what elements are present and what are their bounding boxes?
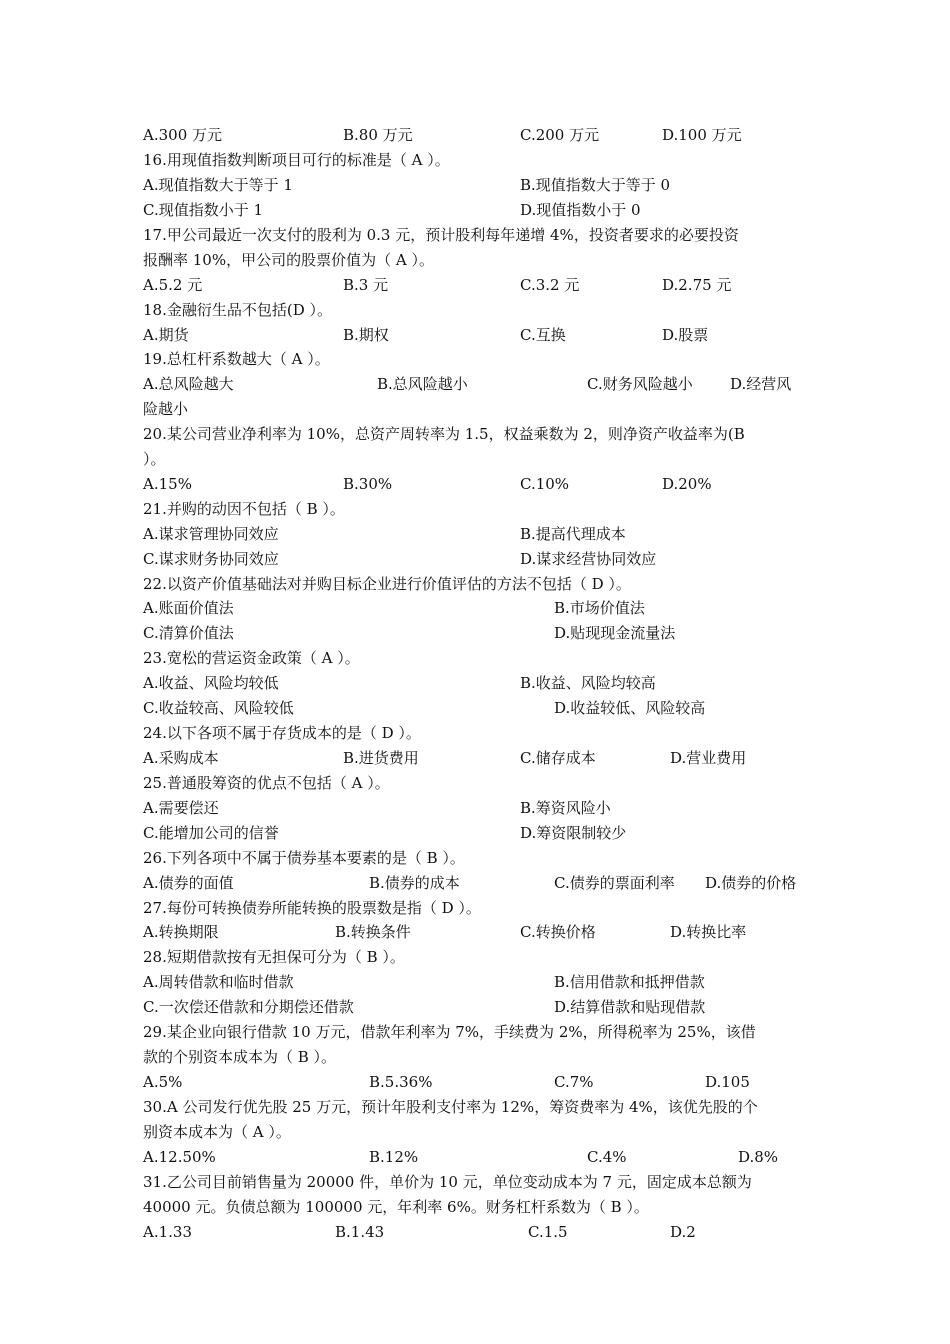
question-line-q17-b: 报酬率 10%，甲公司的股票价值为（ A ）。 [143, 251, 434, 269]
option-q27-opts-3: D.转换比率 [670, 923, 747, 941]
question-line-q30-b: 别资本成本为（ A ）。 [143, 1123, 291, 1141]
option-q30-opts-0: A.12.50% [143, 1148, 216, 1166]
option-q19-opts-3: D.经营风 [730, 375, 792, 393]
option-q15-opts-2: C.200 万元 [520, 126, 600, 144]
question-line-q28: 28.短期借款按有无担保可分为（ B ）。 [143, 948, 405, 966]
question-line-q23: 23.宽松的营运资金政策（ A ）。 [143, 649, 360, 667]
option-q25-opts-1-1: B.筹资风险小 [520, 799, 611, 817]
option-q31-opts-2: C.1.5 [528, 1223, 568, 1241]
option-q25-opts-2-0: C.能增加公司的信誉 [143, 824, 279, 842]
option-q29-opts-3: D.105 [705, 1073, 750, 1091]
option-q28-opts-2-1: D.结算借款和贴现借款 [554, 998, 706, 1016]
option-q24-opts-2: C.储存成本 [520, 749, 596, 767]
option-q18-opts-3: D.股票 [662, 326, 709, 344]
option-q23-opts-2-1: D.收益较低、风险较高 [554, 699, 706, 717]
question-line-q22: 22.以资产价值基础法对并购目标企业进行价值评估的方法不包括（ D ）。 [143, 575, 631, 593]
option-q26-opts-0: A.债券的面值 [143, 874, 234, 892]
option-q15-opts-1: B.80 万元 [343, 126, 413, 144]
option-q27-opts-2: C.转换价格 [520, 923, 596, 941]
question-line-q26: 26.下列各项中不属于债券基本要素的是（ B ）。 [143, 849, 465, 867]
option-q28-opts-1-0: A.周转借款和临时借款 [143, 973, 294, 991]
option-q23-opts-2-0: C.收益较高、风险较低 [143, 699, 294, 717]
option-q22-opts-1-1: B.市场价值法 [554, 599, 645, 617]
question-line-q20-b: ）。 [143, 450, 166, 468]
option-q18-opts-0: A.期货 [143, 326, 189, 344]
question-line-q18: 18.金融衍生品不包括(D ）。 [143, 301, 333, 319]
option-q26-opts-1: B.债券的成本 [369, 874, 460, 892]
option-q22-opts-1-0: A.账面价值法 [143, 599, 234, 617]
option-q26-opts-3: D.债券的价格 [705, 874, 797, 892]
question-line-q29-b: 款的个别资本成本为（ B ）。 [143, 1048, 337, 1066]
option-q30-opts-2: C.4% [587, 1148, 627, 1166]
question-line-q30-a: 30.A 公司发行优先股 25 万元，预计年股利支付率为 12%，筹资费率为 4%，该优先股的个 [143, 1098, 758, 1116]
option-q29-opts-1: B.5.36% [369, 1073, 433, 1091]
option-q20-opts-3: D.20% [662, 475, 712, 493]
question-line-q19: 19.总杠杆系数越大（ A ）。 [143, 350, 330, 368]
option-q17-opts-0: A.5.2 元 [143, 276, 203, 294]
option-q25-opts-1-0: A.需要偿还 [143, 799, 219, 817]
question-line-q20-a: 20.某公司营业净利率为 10%，总资产周转率为 1.5，权益乘数为 2，则净资产收益率为(B [143, 425, 745, 443]
option-q31-opts-1: B.1.43 [335, 1223, 385, 1241]
option-q19-opts-1: B.总风险越小 [377, 375, 468, 393]
question-line-q16: 16.用现值指数判断项目可行的标准是（ A ）。 [143, 151, 450, 169]
option-q24-opts-0: A.采购成本 [143, 749, 219, 767]
option-q17-opts-3: D.2.75 元 [662, 276, 732, 294]
option-q31-opts-3: D.2 [670, 1223, 696, 1241]
question-line-q31-a: 31.乙公司目前销售量为 20000 件，单价为 10 元，单位变动成本为 7 元，固定成本总额为 [143, 1173, 752, 1191]
option-q23-opts-1-1: B.收益、风险均较高 [520, 674, 656, 692]
option-q20-opts-2: C.10% [520, 475, 570, 493]
option-q17-opts-2: C.3.2 元 [520, 276, 580, 294]
option-q30-opts-1: B.12% [369, 1148, 419, 1166]
question-line-q29-a: 29.某企业向银行借款 10 万元，借款年利率为 7%，手续费为 2%，所得税率为 25%，该借 [143, 1023, 756, 1041]
option-q18-opts-1: B.期权 [343, 326, 389, 344]
option-q24-opts-3: D.营业费用 [670, 749, 747, 767]
option-q29-opts-2: C.7% [554, 1073, 594, 1091]
option-q17-opts-1: B.3 元 [343, 276, 389, 294]
option-q25-opts-2-1: D.筹资限制较少 [520, 824, 627, 842]
option-q28-opts-2-0: C.一次偿还借款和分期偿还借款 [143, 998, 354, 1016]
question-line-q21: 21.并购的动因不包括（ B ）。 [143, 500, 345, 518]
option-q26-opts-2: C.债券的票面利率 [554, 874, 675, 892]
option-q21-opts-2-0: C.谋求财务协同效应 [143, 550, 279, 568]
option-q21-opts-2-1: D.谋求经营协同效应 [520, 550, 657, 568]
option-q27-opts-0: A.转换期限 [143, 923, 219, 941]
option-q29-opts-0: A.5% [143, 1073, 183, 1091]
question-line-q17-a: 17.甲公司最近一次支付的股利为 0.3 元，预计股利每年递增 4%，投资者要求的必要投资 [143, 226, 739, 244]
option-q28-opts-1-1: B.信用借款和抵押借款 [554, 973, 705, 991]
option-q18-opts-2: C.互换 [520, 326, 566, 344]
option-q16-opts-1-1: B.现值指数大于等于 0 [520, 176, 671, 194]
option-q16-opts-2-1: D.现值指数小于 0 [520, 201, 641, 219]
option-q16-opts-2-0: C.现值指数小于 1 [143, 201, 264, 219]
option-q20-opts-1: B.30% [343, 475, 393, 493]
question-line-q27: 27.每份可转换债券所能转换的股票数是指（ D ）。 [143, 899, 481, 917]
option-q21-opts-1-1: B.提高代理成本 [520, 525, 626, 543]
option-q20-opts-0: A.15% [143, 475, 192, 493]
option-q23-opts-1-0: A.收益、风险均较低 [143, 674, 279, 692]
option-q19-opts-2: C.财务风险越小 [587, 375, 693, 393]
option-q24-opts-1: B.进货费用 [343, 749, 419, 767]
option-q19-opts-0: A.总风险越大 [143, 375, 234, 393]
option-q22-opts-2-0: C.清算价值法 [143, 624, 234, 642]
option-q27-opts-1: B.转换条件 [335, 923, 411, 941]
option-q15-opts-3: D.100 万元 [662, 126, 742, 144]
question-line-q25: 25.普通股筹资的优点不包括（ A ）。 [143, 774, 390, 792]
option-q16-opts-1-0: A.现值指数大于等于 1 [143, 176, 293, 194]
option-q22-opts-2-1: D.贴现现金流量法 [554, 624, 676, 642]
option-q31-opts-0: A.1.33 [143, 1223, 192, 1241]
question-line-q24: 24.以下各项不属于存货成本的是（ D ）。 [143, 724, 421, 742]
question-line-q19-cont: 险越小 [143, 400, 189, 418]
option-q30-opts-3: D.8% [738, 1148, 779, 1166]
option-q15-opts-0: A.300 万元 [143, 126, 222, 144]
question-line-q31-b: 40000 元。负债总额为 100000 元，年利率 6%。财务杠杆系数为（ B ）。 [143, 1198, 649, 1216]
option-q21-opts-1-0: A.谋求管理协同效应 [143, 525, 279, 543]
